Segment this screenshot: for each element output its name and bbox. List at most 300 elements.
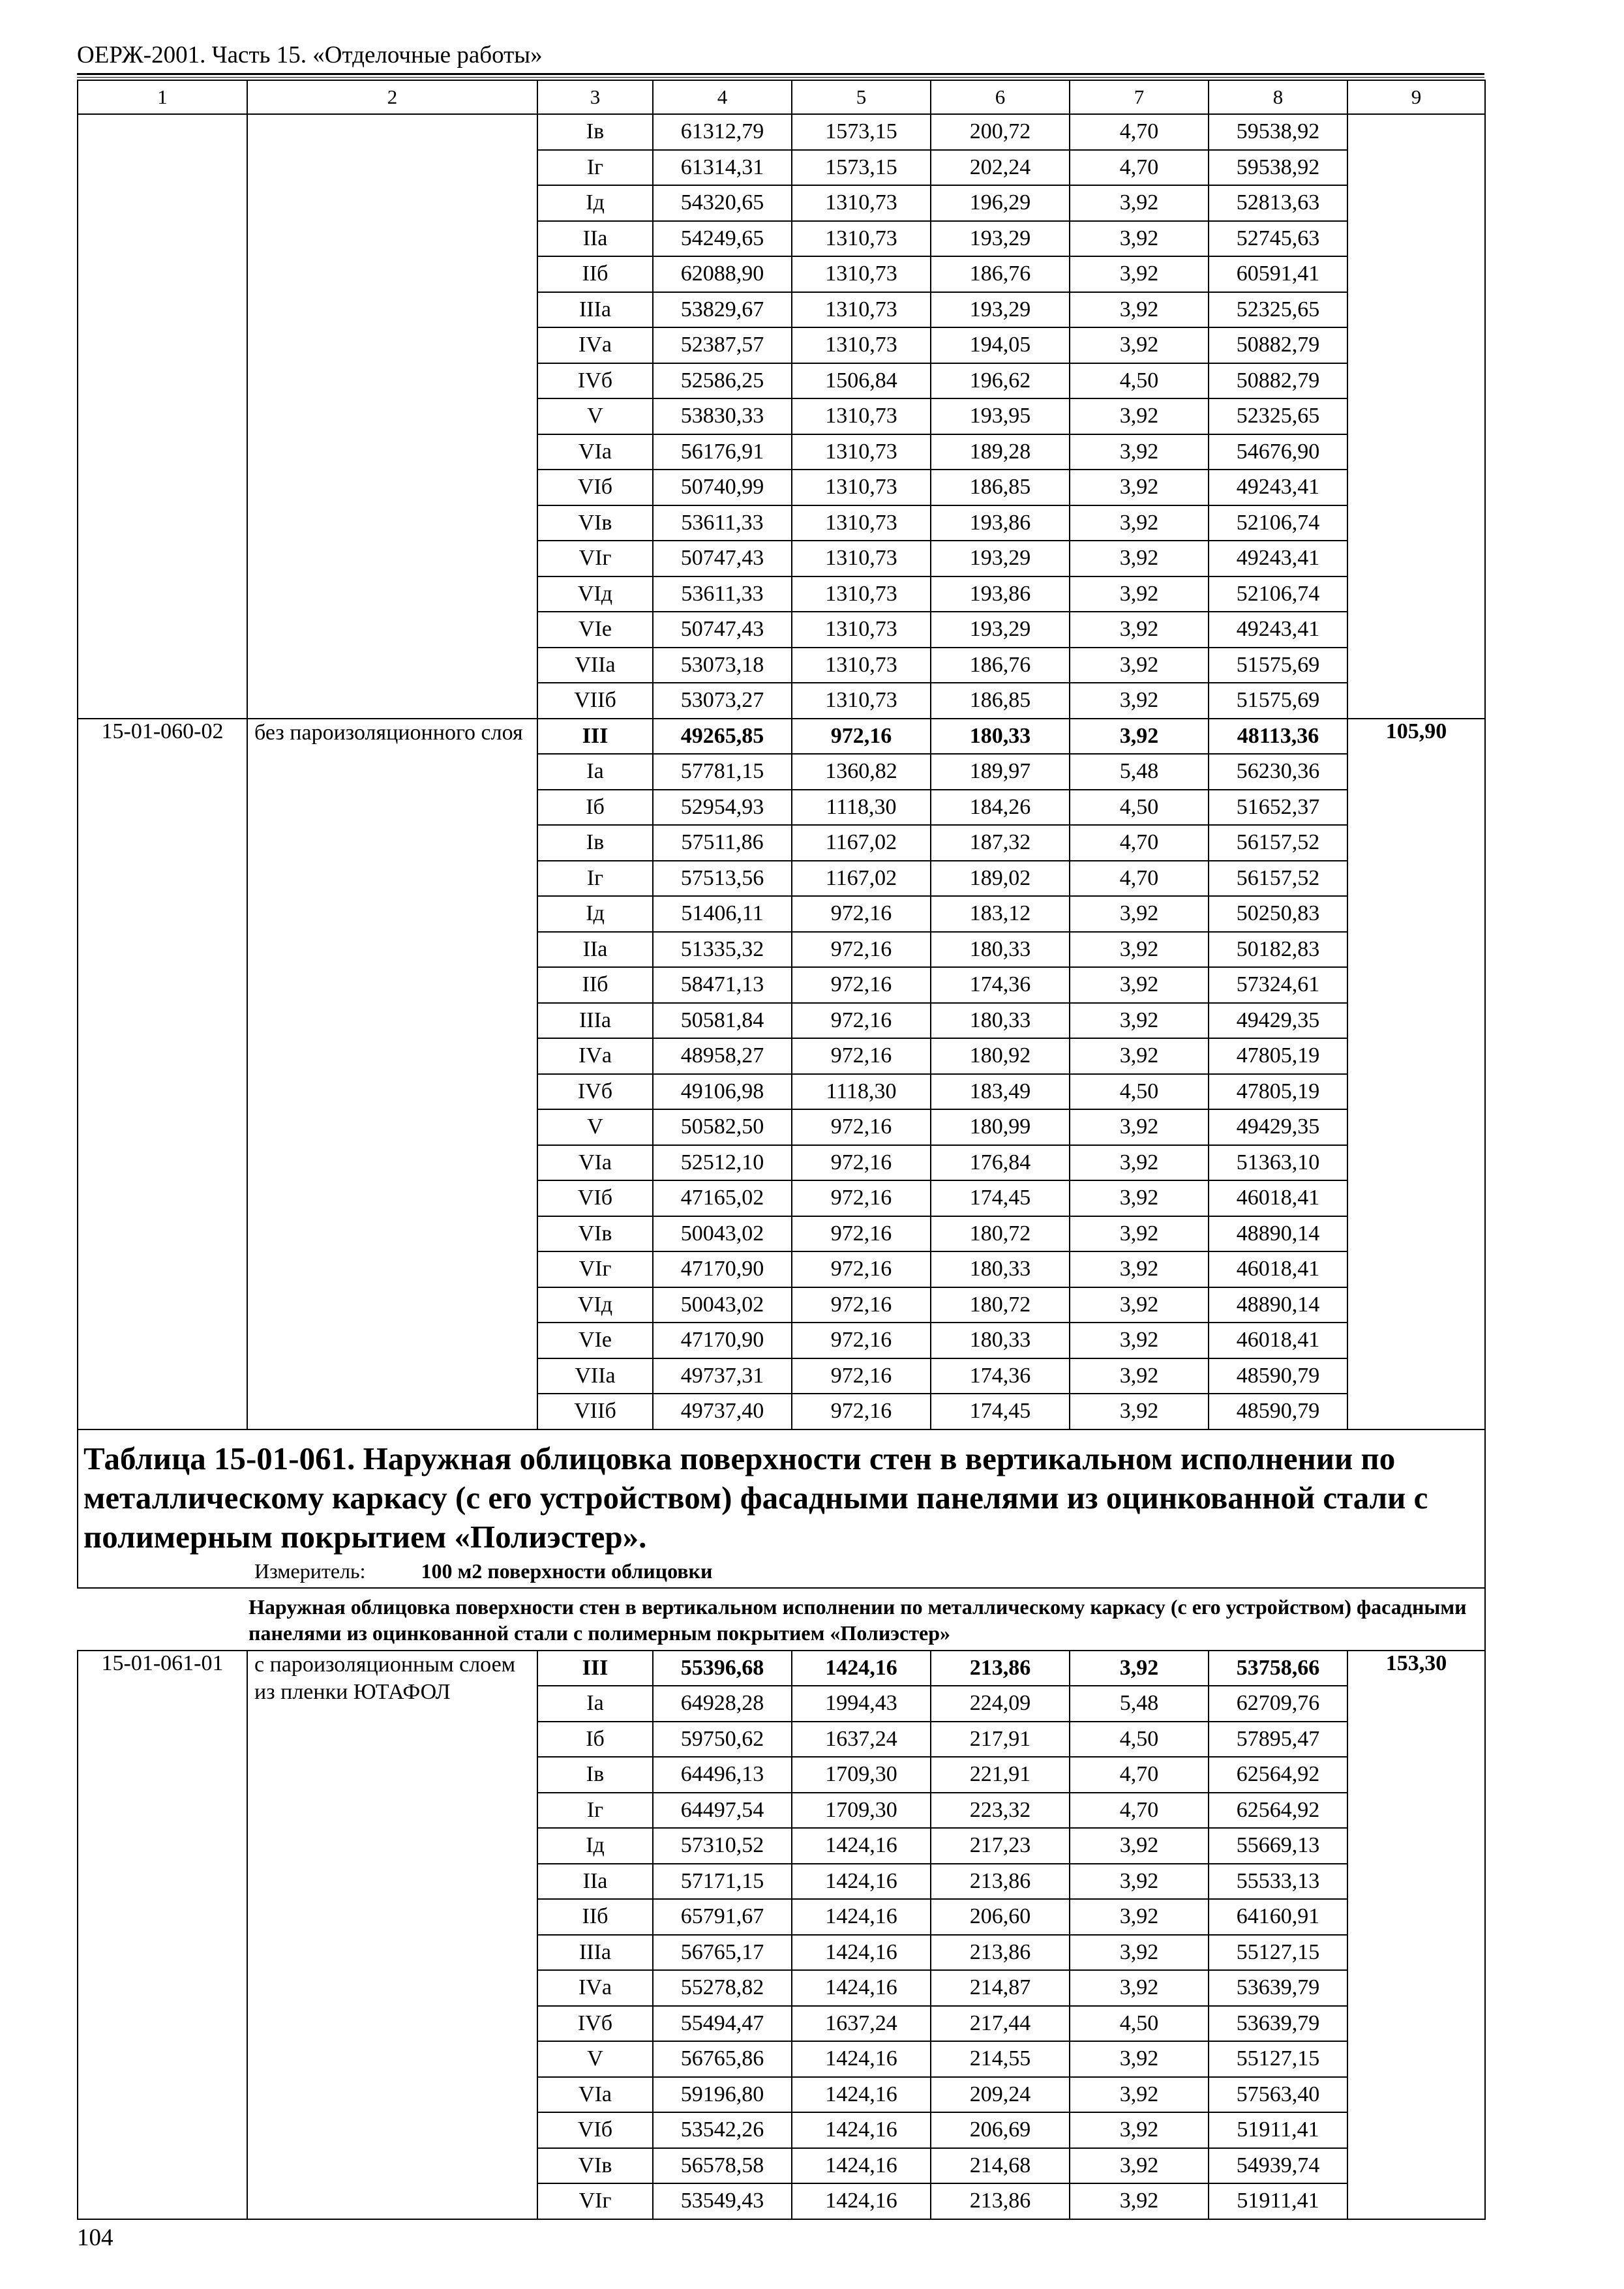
table-row: [78, 114, 1485, 150]
value-cell: 972,16: [792, 932, 931, 968]
column-number: 5: [792, 80, 931, 114]
value-cell: 55494,47: [653, 2006, 792, 2042]
zone-cell: VIб: [537, 470, 653, 505]
value-cell: 213,86: [931, 1651, 1070, 1686]
value-cell: 48113,36: [1209, 719, 1347, 755]
value-cell: 62709,76: [1209, 1686, 1347, 1722]
value-cell: 186,76: [931, 648, 1070, 683]
value-cell: 56230,36: [1209, 754, 1347, 790]
header-rule: [77, 73, 1484, 75]
value-cell: 3,92: [1070, 1651, 1209, 1686]
zone-cell: IVа: [537, 327, 653, 363]
zone-cell: VIб: [537, 1180, 653, 1216]
group-c-rows: [78, 1651, 1485, 2219]
table-title: Таблица 15-01-061. Наружная облицовка поверхности стен в вертикальном исполнении по металлическому каркасу (с его устройством) фасадными панелями из оцинкованной стали с полимерным покрытием «Полиэстер».: [83, 1440, 1428, 1555]
value-cell: 1637,24: [792, 2006, 931, 2042]
value-cell: 46018,41: [1209, 1323, 1347, 1358]
value-cell: 206,60: [931, 1899, 1070, 1935]
column-number: 3: [537, 80, 653, 114]
value-cell: 1310,73: [792, 648, 931, 683]
value-cell: 51575,69: [1209, 683, 1347, 719]
zone-cell: Iг: [537, 1793, 653, 1829]
value-cell: 3,92: [1070, 1394, 1209, 1429]
unit-line: [83, 1559, 1481, 1583]
zone-cell: IIа: [537, 932, 653, 968]
zone-cell: IIб: [537, 256, 653, 292]
value-cell: 180,33: [931, 1323, 1070, 1358]
value-cell: 3,92: [1070, 398, 1209, 434]
value-cell: 193,95: [931, 398, 1070, 434]
value-cell: 48890,14: [1209, 1216, 1347, 1252]
value-cell: 3,92: [1070, 2112, 1209, 2148]
value-cell: 47165,02: [653, 1180, 792, 1216]
value-cell: 196,29: [931, 185, 1070, 221]
value-cell: 1506,84: [792, 363, 931, 399]
value-cell: 4,50: [1070, 2006, 1209, 2042]
value-cell: 47805,19: [1209, 1038, 1347, 1074]
value-cell: 49106,98: [653, 1074, 792, 1110]
value-cell: 3,92: [1070, 576, 1209, 612]
zone-cell: IIIа: [537, 292, 653, 328]
rate-description: без пароизоляционного слоя: [247, 719, 537, 1429]
value-cell: 1310,73: [792, 576, 931, 612]
table-title-section: [78, 1429, 1485, 1651]
value-cell: 189,02: [931, 861, 1070, 897]
zone-cell: VIе: [537, 1323, 653, 1358]
value-cell: 3,92: [1070, 2148, 1209, 2184]
value-cell: 3,92: [1070, 648, 1209, 683]
column-number: 1: [78, 80, 247, 114]
zone-cell: VIв: [537, 2148, 653, 2184]
zone-cell: VIIа: [537, 648, 653, 683]
value-cell: 53073,18: [653, 648, 792, 683]
zone-cell: VIIб: [537, 683, 653, 719]
zone-cell: Iд: [537, 1828, 653, 1864]
value-cell: 64497,54: [653, 1793, 792, 1829]
value-cell: 3,92: [1070, 1003, 1209, 1039]
value-cell: 51363,10: [1209, 1145, 1347, 1181]
value-cell: 972,16: [792, 1358, 931, 1394]
table-row: [78, 1651, 1485, 1686]
value-cell: 56765,17: [653, 1935, 792, 1971]
zone-cell: V: [537, 2041, 653, 2077]
zone-cell: Iа: [537, 1686, 653, 1722]
value-cell: 47805,19: [1209, 1074, 1347, 1110]
value-cell: 64496,13: [653, 1757, 792, 1793]
table-title-cell: [78, 1429, 1485, 1588]
value-cell: 972,16: [792, 1394, 931, 1429]
value-cell: 193,29: [931, 612, 1070, 648]
zone-cell: IVб: [537, 363, 653, 399]
labor-cost: [1347, 114, 1485, 719]
value-cell: 5,48: [1070, 1686, 1209, 1722]
value-cell: 1310,73: [792, 327, 931, 363]
value-cell: 50581,84: [653, 1003, 792, 1039]
value-cell: 49429,35: [1209, 1109, 1347, 1145]
value-cell: 53542,26: [653, 2112, 792, 2148]
column-number: 4: [653, 80, 792, 114]
rate-code: [78, 114, 247, 719]
value-cell: 50882,79: [1209, 363, 1347, 399]
value-cell: 1573,15: [792, 150, 931, 186]
unit-label: Измеритель:: [254, 1559, 366, 1583]
value-cell: 52813,63: [1209, 185, 1347, 221]
value-cell: 57310,52: [653, 1828, 792, 1864]
zone-cell: Iг: [537, 861, 653, 897]
value-cell: 47170,90: [653, 1251, 792, 1287]
value-cell: 193,86: [931, 576, 1070, 612]
value-cell: 217,91: [931, 1722, 1070, 1758]
value-cell: 49265,85: [653, 719, 792, 755]
value-cell: 50747,43: [653, 612, 792, 648]
zone-cell: IIа: [537, 221, 653, 257]
value-cell: 193,29: [931, 292, 1070, 328]
value-cell: 193,86: [931, 505, 1070, 541]
value-cell: 47170,90: [653, 1323, 792, 1358]
value-cell: 972,16: [792, 1180, 931, 1216]
value-cell: 3,92: [1070, 221, 1209, 257]
value-cell: 972,16: [792, 1323, 931, 1358]
zone-cell: VIб: [537, 2112, 653, 2148]
value-cell: 202,24: [931, 150, 1070, 186]
value-cell: 52586,25: [653, 363, 792, 399]
zone-cell: VIе: [537, 612, 653, 648]
value-cell: 60591,41: [1209, 256, 1347, 292]
zone-cell: Iд: [537, 896, 653, 932]
value-cell: 223,32: [931, 1793, 1070, 1829]
value-cell: 972,16: [792, 1216, 931, 1252]
value-cell: 51575,69: [1209, 648, 1347, 683]
value-cell: 209,24: [931, 2077, 1070, 2113]
value-cell: 64928,28: [653, 1686, 792, 1722]
zone-cell: IVб: [537, 2006, 653, 2042]
value-cell: 180,33: [931, 932, 1070, 968]
value-cell: 1994,43: [792, 1686, 931, 1722]
value-cell: 57171,15: [653, 1864, 792, 1900]
value-cell: 1637,24: [792, 1722, 931, 1758]
value-cell: 3,92: [1070, 2077, 1209, 2113]
value-cell: 3,92: [1070, 292, 1209, 328]
zone-cell: Iб: [537, 790, 653, 826]
value-cell: 3,92: [1070, 1864, 1209, 1900]
value-cell: 53639,79: [1209, 2006, 1347, 2042]
value-cell: 57513,56: [653, 861, 792, 897]
zone-cell: VIд: [537, 576, 653, 612]
value-cell: 46018,41: [1209, 1180, 1347, 1216]
value-cell: 52106,74: [1209, 576, 1347, 612]
zone-cell: Iв: [537, 114, 653, 150]
value-cell: 3,92: [1070, 1251, 1209, 1287]
value-cell: 50043,02: [653, 1216, 792, 1252]
zone-cell: VIа: [537, 434, 653, 470]
value-cell: 1709,30: [792, 1793, 931, 1829]
value-cell: 1310,73: [792, 434, 931, 470]
value-cell: 189,97: [931, 754, 1070, 790]
zone-cell: IIIа: [537, 1935, 653, 1971]
value-cell: 46018,41: [1209, 1251, 1347, 1287]
value-cell: 1360,82: [792, 754, 931, 790]
value-cell: 1310,73: [792, 185, 931, 221]
value-cell: 972,16: [792, 1251, 931, 1287]
value-cell: 1424,16: [792, 1935, 931, 1971]
value-cell: 180,99: [931, 1109, 1070, 1145]
value-cell: 972,16: [792, 1109, 931, 1145]
value-cell: 193,29: [931, 541, 1070, 576]
value-cell: 49243,41: [1209, 612, 1347, 648]
value-cell: 1424,16: [792, 2112, 931, 2148]
value-cell: 54939,74: [1209, 2148, 1347, 2184]
section-heading-row: [78, 1588, 1485, 1651]
estimate-table: [77, 80, 1486, 2220]
value-cell: 3,92: [1070, 1828, 1209, 1864]
rate-code: 15-01-061-01: [78, 1651, 247, 2219]
value-cell: 55278,82: [653, 1970, 792, 2006]
value-cell: 4,50: [1070, 1722, 1209, 1758]
column-number: 2: [247, 80, 537, 114]
zone-cell: VIд: [537, 1287, 653, 1323]
table-body-top: [78, 80, 1485, 114]
value-cell: 1424,16: [792, 1899, 931, 1935]
value-cell: 3,92: [1070, 967, 1209, 1003]
value-cell: 194,05: [931, 327, 1070, 363]
zone-cell: Iд: [537, 185, 653, 221]
value-cell: 51652,37: [1209, 790, 1347, 826]
value-cell: 3,92: [1070, 1970, 1209, 2006]
value-cell: 54676,90: [1209, 434, 1347, 470]
value-cell: 62564,92: [1209, 1757, 1347, 1793]
value-cell: 53549,43: [653, 2183, 792, 2219]
value-cell: 187,32: [931, 825, 1070, 861]
value-cell: 50250,83: [1209, 896, 1347, 932]
zone-cell: Iв: [537, 1757, 653, 1793]
value-cell: 189,28: [931, 434, 1070, 470]
zone-cell: III: [537, 719, 653, 755]
value-cell: 972,16: [792, 896, 931, 932]
value-cell: 3,92: [1070, 541, 1209, 576]
column-number: 9: [1347, 80, 1485, 114]
value-cell: 3,92: [1070, 327, 1209, 363]
value-cell: 3,92: [1070, 896, 1209, 932]
page-number: 104: [77, 2224, 113, 2251]
value-cell: 213,86: [931, 1935, 1070, 1971]
value-cell: 186,85: [931, 683, 1070, 719]
value-cell: 200,72: [931, 114, 1070, 150]
value-cell: 3,92: [1070, 1216, 1209, 1252]
zone-cell: IIб: [537, 1899, 653, 1935]
value-cell: 1118,30: [792, 790, 931, 826]
value-cell: 3,92: [1070, 434, 1209, 470]
value-cell: 972,16: [792, 967, 931, 1003]
value-cell: 1424,16: [792, 2183, 931, 2219]
value-cell: 55127,15: [1209, 1935, 1347, 1971]
value-cell: 972,16: [792, 1038, 931, 1074]
value-cell: 184,26: [931, 790, 1070, 826]
zone-cell: Iб: [537, 1722, 653, 1758]
zone-cell: IVа: [537, 1038, 653, 1074]
value-cell: 50582,50: [653, 1109, 792, 1145]
table-title-row: [78, 1429, 1485, 1588]
value-cell: 214,87: [931, 1970, 1070, 2006]
value-cell: 62088,90: [653, 256, 792, 292]
value-cell: 51335,32: [653, 932, 792, 968]
zone-cell: VIIа: [537, 1358, 653, 1394]
value-cell: 1167,02: [792, 825, 931, 861]
labor-cost: [1347, 1651, 1485, 2219]
group-a-rows: [78, 114, 1485, 719]
value-cell: 65791,67: [653, 1899, 792, 1935]
value-cell: 180,33: [931, 719, 1070, 755]
value-cell: 56157,52: [1209, 861, 1347, 897]
value-cell: 193,29: [931, 221, 1070, 257]
zone-cell: VIа: [537, 1145, 653, 1181]
value-cell: 4,70: [1070, 114, 1209, 150]
value-cell: 217,23: [931, 1828, 1070, 1864]
value-cell: 186,85: [931, 470, 1070, 505]
value-cell: 3,92: [1070, 683, 1209, 719]
value-cell: 50182,83: [1209, 932, 1347, 968]
value-cell: 224,09: [931, 1686, 1070, 1722]
value-cell: 213,86: [931, 1864, 1070, 1900]
value-cell: 4,70: [1070, 150, 1209, 186]
zone-cell: IVб: [537, 1074, 653, 1110]
value-cell: 49429,35: [1209, 1003, 1347, 1039]
value-cell: 57781,15: [653, 754, 792, 790]
value-cell: 64160,91: [1209, 1899, 1347, 1935]
group-b-rows: [78, 719, 1485, 1429]
value-cell: 180,33: [931, 1003, 1070, 1039]
value-cell: 51406,11: [653, 896, 792, 932]
value-cell: 3,92: [1070, 1038, 1209, 1074]
value-cell: 174,45: [931, 1394, 1070, 1429]
value-cell: 1709,30: [792, 1757, 931, 1793]
zone-cell: V: [537, 398, 653, 434]
value-cell: 50882,79: [1209, 327, 1347, 363]
value-cell: 186,76: [931, 256, 1070, 292]
value-cell: 53073,27: [653, 683, 792, 719]
value-cell: 3,92: [1070, 612, 1209, 648]
value-cell: 56578,58: [653, 2148, 792, 2184]
value-cell: 180,72: [931, 1216, 1070, 1252]
value-cell: 1424,16: [792, 1970, 931, 2006]
value-cell: 4,50: [1070, 1074, 1209, 1110]
value-cell: 53758,66: [1209, 1651, 1347, 1686]
zone-cell: Iг: [537, 150, 653, 186]
value-cell: 4,70: [1070, 861, 1209, 897]
value-cell: 59538,92: [1209, 114, 1347, 150]
value-cell: 1424,16: [792, 2041, 931, 2077]
zone-cell: VIг: [537, 541, 653, 576]
value-cell: 53639,79: [1209, 1970, 1347, 2006]
zone-cell: VIIб: [537, 1394, 653, 1429]
value-cell: 61312,79: [653, 114, 792, 150]
zone-cell: VIа: [537, 2077, 653, 2113]
value-cell: 1310,73: [792, 398, 931, 434]
value-cell: 48590,79: [1209, 1358, 1347, 1394]
value-cell: 4,70: [1070, 825, 1209, 861]
section-heading: Наружная облицовка поверхности стен в вертикальном исполнении по металлическому каркасу (с его устройством) фасадными панелями из оцинкованной стали с полимерным покрытием «Полиэстер»: [78, 1588, 1485, 1651]
value-cell: 3,92: [1070, 2183, 1209, 2219]
value-cell: 1424,16: [792, 2077, 931, 2113]
header-rule-thin: [77, 77, 1484, 78]
zone-cell: Iа: [537, 754, 653, 790]
value-cell: 3,92: [1070, 1287, 1209, 1323]
value-cell: 1310,73: [792, 256, 931, 292]
value-cell: 5,48: [1070, 754, 1209, 790]
value-cell: 180,92: [931, 1038, 1070, 1074]
zone-cell: IIб: [537, 967, 653, 1003]
value-cell: 1167,02: [792, 861, 931, 897]
value-cell: 53829,67: [653, 292, 792, 328]
labor-cost: [1347, 719, 1485, 1429]
value-cell: 1310,73: [792, 292, 931, 328]
value-cell: 214,68: [931, 2148, 1070, 2184]
value-cell: 1310,73: [792, 612, 931, 648]
value-cell: 3,92: [1070, 470, 1209, 505]
labor-cost-value: 153,30: [1385, 1651, 1447, 1675]
value-cell: 3,92: [1070, 1109, 1209, 1145]
value-cell: 50043,02: [653, 1287, 792, 1323]
zone-cell: VIг: [537, 1251, 653, 1287]
zone-cell: IVа: [537, 1970, 653, 2006]
value-cell: 4,50: [1070, 790, 1209, 826]
value-cell: 56176,91: [653, 434, 792, 470]
rate-description: с пароизоляционным слоем из пленки ЮТАФОЛ: [247, 1651, 537, 2219]
value-cell: 59196,80: [653, 2077, 792, 2113]
value-cell: 48958,27: [653, 1038, 792, 1074]
value-cell: 174,45: [931, 1180, 1070, 1216]
value-cell: 48890,14: [1209, 1287, 1347, 1323]
labor-cost-value: 105,90: [1385, 719, 1447, 743]
value-cell: 1310,73: [792, 683, 931, 719]
value-cell: 52954,93: [653, 790, 792, 826]
value-cell: 3,92: [1070, 1145, 1209, 1181]
value-cell: 1310,73: [792, 470, 931, 505]
value-cell: 180,72: [931, 1287, 1070, 1323]
value-cell: 54320,65: [653, 185, 792, 221]
value-cell: 3,92: [1070, 256, 1209, 292]
value-cell: 55127,15: [1209, 2041, 1347, 2077]
value-cell: 3,92: [1070, 505, 1209, 541]
value-cell: 174,36: [931, 967, 1070, 1003]
value-cell: 1424,16: [792, 1864, 931, 1900]
value-cell: 176,84: [931, 1145, 1070, 1181]
rate-code: 15-01-060-02: [78, 719, 247, 1429]
value-cell: 53611,33: [653, 576, 792, 612]
value-cell: 59538,92: [1209, 150, 1347, 186]
value-cell: 4,70: [1070, 1757, 1209, 1793]
value-cell: 52325,65: [1209, 292, 1347, 328]
value-cell: 57895,47: [1209, 1722, 1347, 1758]
table-row: [78, 719, 1485, 755]
column-number: 6: [931, 80, 1070, 114]
value-cell: 48590,79: [1209, 1394, 1347, 1429]
value-cell: 1424,16: [792, 2148, 931, 2184]
column-number-row: [78, 80, 1485, 114]
value-cell: 1310,73: [792, 221, 931, 257]
value-cell: 3,92: [1070, 1358, 1209, 1394]
value-cell: 183,49: [931, 1074, 1070, 1110]
value-cell: 174,36: [931, 1358, 1070, 1394]
value-cell: 183,12: [931, 896, 1070, 932]
value-cell: 1424,16: [792, 1828, 931, 1864]
value-cell: 52325,65: [1209, 398, 1347, 434]
zone-cell: V: [537, 1109, 653, 1145]
value-cell: 53830,33: [653, 398, 792, 434]
value-cell: 3,92: [1070, 719, 1209, 755]
value-cell: 54249,65: [653, 221, 792, 257]
value-cell: 57324,61: [1209, 967, 1347, 1003]
value-cell: 3,92: [1070, 185, 1209, 221]
